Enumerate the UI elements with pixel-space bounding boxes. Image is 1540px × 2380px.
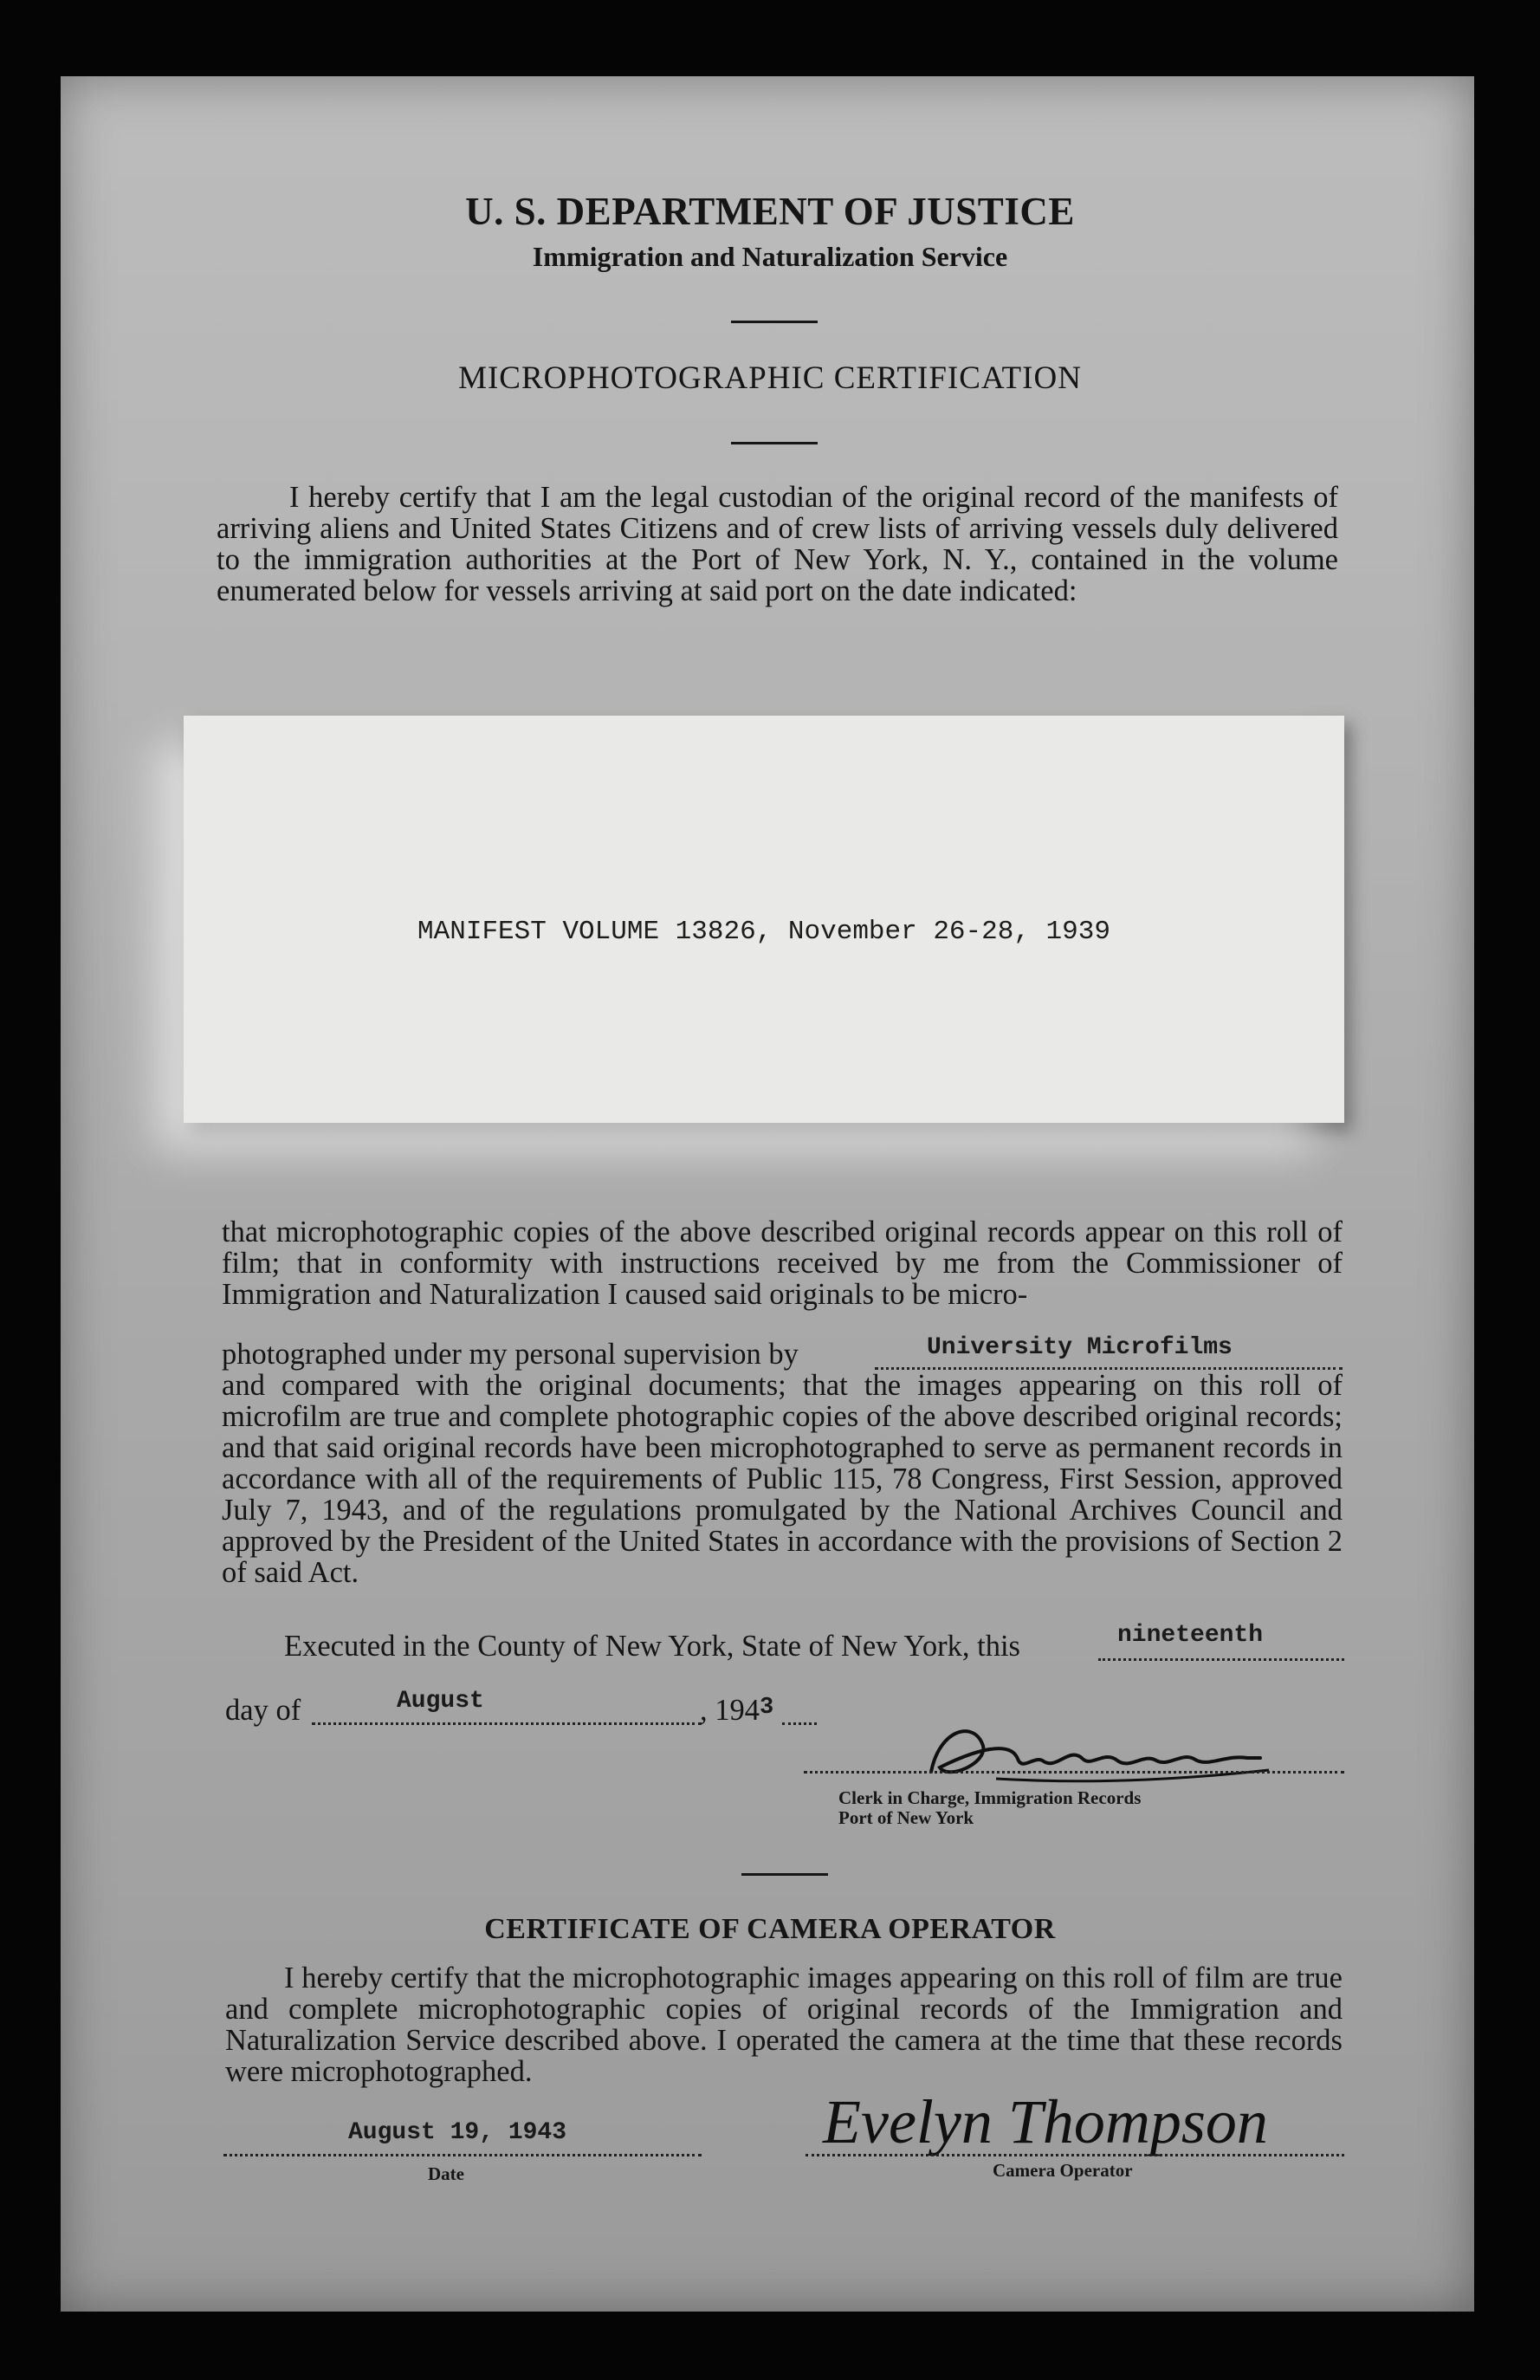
day-value: nineteenth [1117,1622,1264,1649]
service-subheading: Immigration and Naturalization Service [532,241,1008,272]
clerk-title-line2: Port of New York [838,1807,974,1828]
year-label [700,1695,773,1730]
body-paragraph-rest: and compared with the original documents; that the images appearing on this roll of microfilm are true and complete photographic copies of the above described original records; and that said original records have been microphotographed to serve as permanent records in accordance with all of the requirements of Public 115, 78 Congress, First Session, approved July 7, 1943, and of the regulations promulgated by the National Archives Council and approved by the President of the United States in accordance with the provisions of Section 2 of said Act. [222,1369,1343,1589]
manifest-slip [184,716,1344,1123]
month-field [312,1696,702,1725]
camera-operator-paragraph [225,1962,1343,2087]
divider [731,442,818,444]
operator-signature-text: Evelyn Thompson [823,2087,1268,2156]
divider [741,1873,828,1876]
year-prefix: , 194 [700,1694,760,1727]
body-paragraph-start: that microphotographic copies of the above described original records appear on this roll of film; that in conformity with instructions received by me from the Commissioner of Immigration and Naturalization I caused said originals to be micro- [222,1216,1343,1311]
year-field [782,1700,817,1725]
camera-operator-paragraph-text: I hereby certify that the microphotographic images appearing on this roll of film are true and complete microphotographic copies of original records of the Immigration and Naturalization Service described above. I operated the camera at the time that these records were microphotographed. [225,1962,1343,2088]
supervisor-value: University Microfilms [927,1334,1233,1361]
executed-line: Executed in the County of New York, State of New York, this [284,1630,1020,1663]
camera-operator-title: CERTIFICATE OF CAMERA OPERATOR [484,1913,1056,1945]
operator-signature-line [806,2130,1344,2156]
intro-paragraph-text: I hereby certify that I am the legal custodian of the original record of the manifests of arriving aliens and United States Citizens and of crew lists of arriving vessels duly delivered to the immigration authorities at the Port of New York, N. Y., contained in the volume enumerated below for vessels arriving at said port on the date indicated: [217,481,1338,607]
operator-date-value: August 19, 1943 [348,2119,567,2146]
manifest-volume-text: MANIFEST VOLUME 13826, November 26-28, 1939 [417,917,1110,947]
clerk-signature [914,1720,1278,1789]
divider [731,321,818,323]
certification-title: MICROPHOTOGRAPHIC CERTIFICATION [458,360,1082,396]
clerk-title-line1: Clerk in Charge, Immigration Records [838,1787,1142,1808]
clerk-signature-line [804,1759,1344,1774]
department-heading: U. S. DEPARTMENT OF JUSTICE [465,190,1075,233]
month-value: August [397,1688,484,1715]
day-of-label: day of [225,1694,301,1727]
year-digit: 3 [760,1695,774,1721]
intro-paragraph [217,482,1338,606]
date-label: Date [428,2163,464,2184]
camera-operator-label: Camera Operator [993,2160,1133,2181]
supervision-label: photographed under my personal supervision by [222,1338,799,1371]
